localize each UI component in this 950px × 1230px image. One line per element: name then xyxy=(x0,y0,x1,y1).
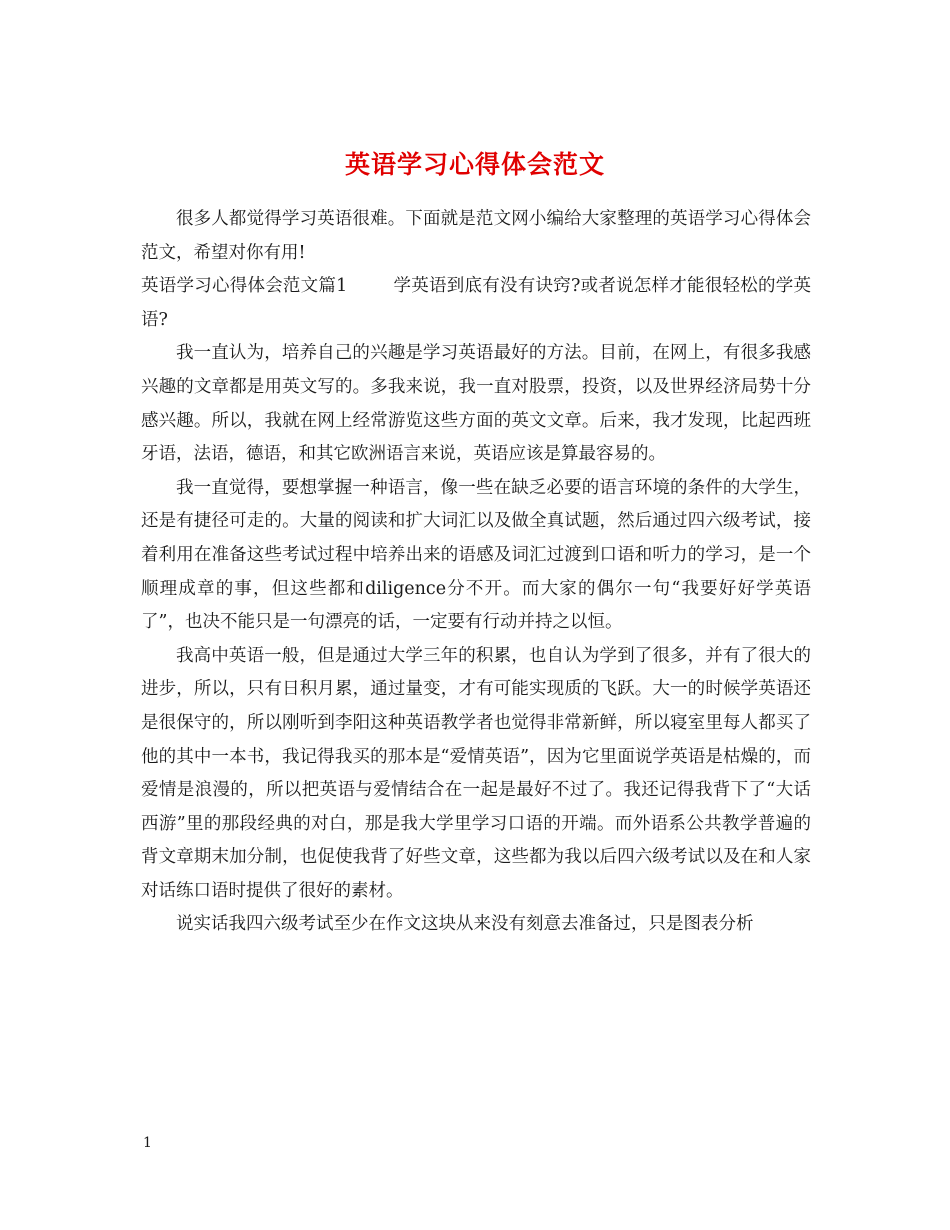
section-question: 学英语到底有没有诀窍?或者说怎样才能很轻松的学英语? xyxy=(141,276,811,330)
intro-paragraph: 很多人都觉得学习英语很难。下面就是范文网小编给大家整理的英语学习心得体会范文，希望对你有用! xyxy=(141,209,811,263)
body-paragraph: 我一直觉得，要想掌握一种语言，像一些在缺乏必要的语言环境的条件的大学生，还是有捷径可走的。大量的阅读和扩大词汇以及做全真试题，然后通过四六级考试，接着利用在准备这些考试过程中培养出来的语感及词汇过渡到口语和听力的学习，是一个顺理成章的事，但这些都和diligence分不开。而大家的偶尔一句“我要好好学英语了”，也决不能只是一句漂亮的话，一定要有行动并持之以恒。 xyxy=(141,477,811,633)
section-heading: 英语学习心得体会范文篇1 xyxy=(141,276,348,297)
section-heading-line xyxy=(141,270,811,337)
body-paragraph: 说实话我四六级考试至少在作文这块从来没有刻意去准备过，只是图表分析 xyxy=(176,914,754,935)
page-title: 英语学习心得体会范文 xyxy=(344,149,605,179)
body-paragraph: 我一直认为，培养自己的兴趣是学习英语最好的方法。目前，在网上，有很多我感兴趣的文章都是用英文写的。多我来说，我一直对股票，投资，以及世界经济局势十分感兴趣。所以，我就在网上经常游览这些方面的英文文章。后来，我才发现，比起西班牙语，法语，德语，和其它欧洲语言来说，英语应该是算最容易的。 xyxy=(141,343,811,465)
page-number: 1 xyxy=(143,1135,152,1151)
body-paragraph: 我高中英语一般，但是通过大学三年的积累，也自认为学到了很多，并有了很大的进步，所以，只有日积月累，通过量变，才有可能实现质的飞跃。大一的时候学英语还是很保守的，所以刚听到李阳这种英语教学者也觉得非常新鲜，所以寝室里每人都买了他的其中一本书，我记得我买的那本是“爱情英语”，因为它里面说学英语是枯燥的，而爱情是浪漫的，所以把英语与爱情结合在一起是最好不过了。我还记得我背下了“大话西游”里的那段经典的对白，那是我大学里学习口语的开端。而外语系公共教学普遍的背文章期末加分制，也促使我背了好些文章，这些都为我以后四六级考试以及在和人家对话练口语时提供了很好的素材。 xyxy=(141,645,811,901)
document-body xyxy=(141,203,811,942)
